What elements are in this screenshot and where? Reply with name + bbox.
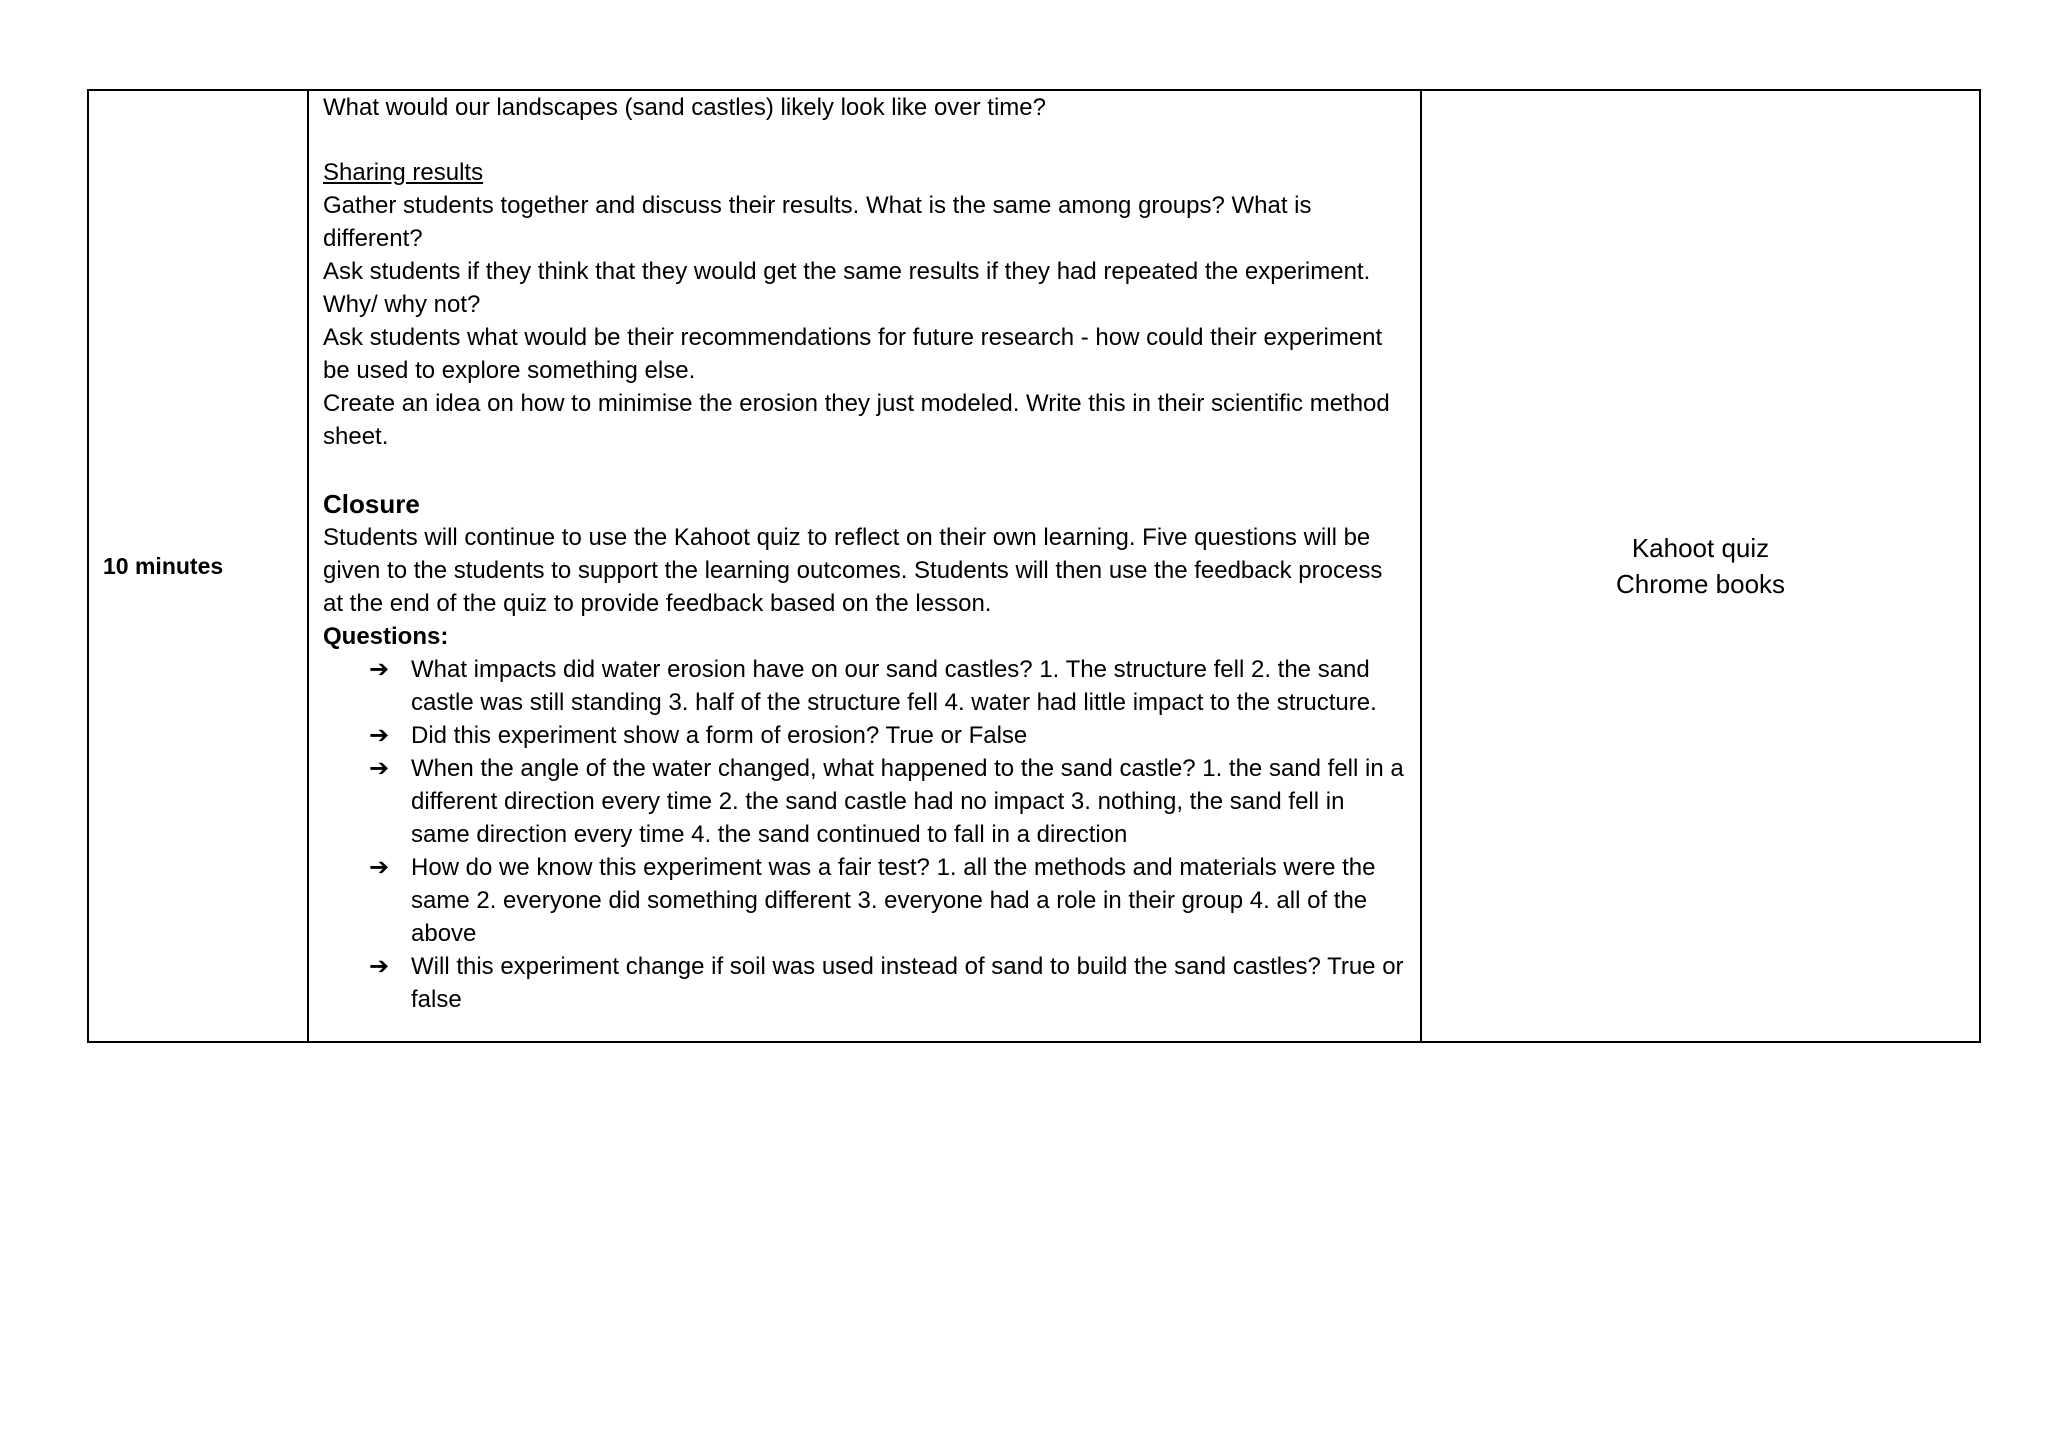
resource-item: Kahoot quiz (1631, 533, 1770, 563)
question-text: Did this experiment show a form of erosion? True or False (411, 722, 1028, 749)
intro-question: What would our landscapes (sand castles) likely look like over time? (323, 94, 1046, 121)
arrow-right-icon: ➔ (369, 722, 390, 749)
table-row (88, 90, 1980, 1042)
closure-heading: Closure (323, 489, 420, 519)
lesson-plan-table (87, 89, 1981, 1043)
list-item (369, 851, 1406, 950)
arrow-right-icon: ➔ (369, 656, 390, 683)
list-item (369, 950, 1406, 1016)
arrow-right-icon: ➔ (369, 854, 390, 881)
question-text: Will this experiment change if soil was used instead of sand to build the sand castles? True or false (411, 953, 1404, 1013)
list-item (369, 653, 1406, 719)
arrow-right-icon: ➔ (369, 755, 390, 782)
sharing-line: Ask students if they think that they would get the same results if they had repeated the experiment. Why/ why not? (323, 258, 1371, 318)
list-item (369, 752, 1406, 851)
question-text: How do we know this experiment was a fair test? 1. all the methods and materials were the same 2. everyone did something different 3. everyone had a role in their group 4. all of the above (411, 854, 1376, 947)
sharing-line: Create an idea on how to minimise the erosion they just modeled. Write this in their scientific method sheet. (323, 390, 1390, 450)
sharing-line: Gather students together and discuss their results. What is the same among groups? What is different? (323, 192, 1312, 252)
activity-cell (308, 90, 1421, 1042)
resources-cell (1421, 90, 1980, 1042)
resource-item: Chrome books (1615, 569, 1786, 599)
sharing-results-heading: Sharing results (323, 159, 484, 186)
list-item (369, 719, 1406, 752)
time-cell (88, 90, 308, 1042)
sharing-line: Ask students what would be their recommendations for future research - how could their experiment be used to explore something else. (323, 324, 1383, 384)
question-text: What impacts did water erosion have on our sand castles? 1. The structure fell 2. the sand castle was still standing 3. half of the structure fell 4. water had little impact to the structure. (411, 656, 1377, 716)
question-text: When the angle of the water changed, what happened to the sand castle? 1. the sand fell in a different direction every time 2. the sand castle had no impact 3. nothing, the sand fell in same direction every time 4. the sand continued to fall in a direction (411, 755, 1404, 848)
duration-label: 10 minutes (103, 552, 224, 579)
questions-list (323, 653, 1406, 1016)
closure-text: Students will continue to use the Kahoot quiz to reflect on their own learning. Five questions will be given to the students to support the learning outcomes. Students will then use the feedback process at the end of the quiz to provide feedback based on the lesson. (323, 524, 1383, 617)
questions-heading: Questions: (323, 623, 449, 650)
arrow-right-icon: ➔ (369, 953, 390, 980)
